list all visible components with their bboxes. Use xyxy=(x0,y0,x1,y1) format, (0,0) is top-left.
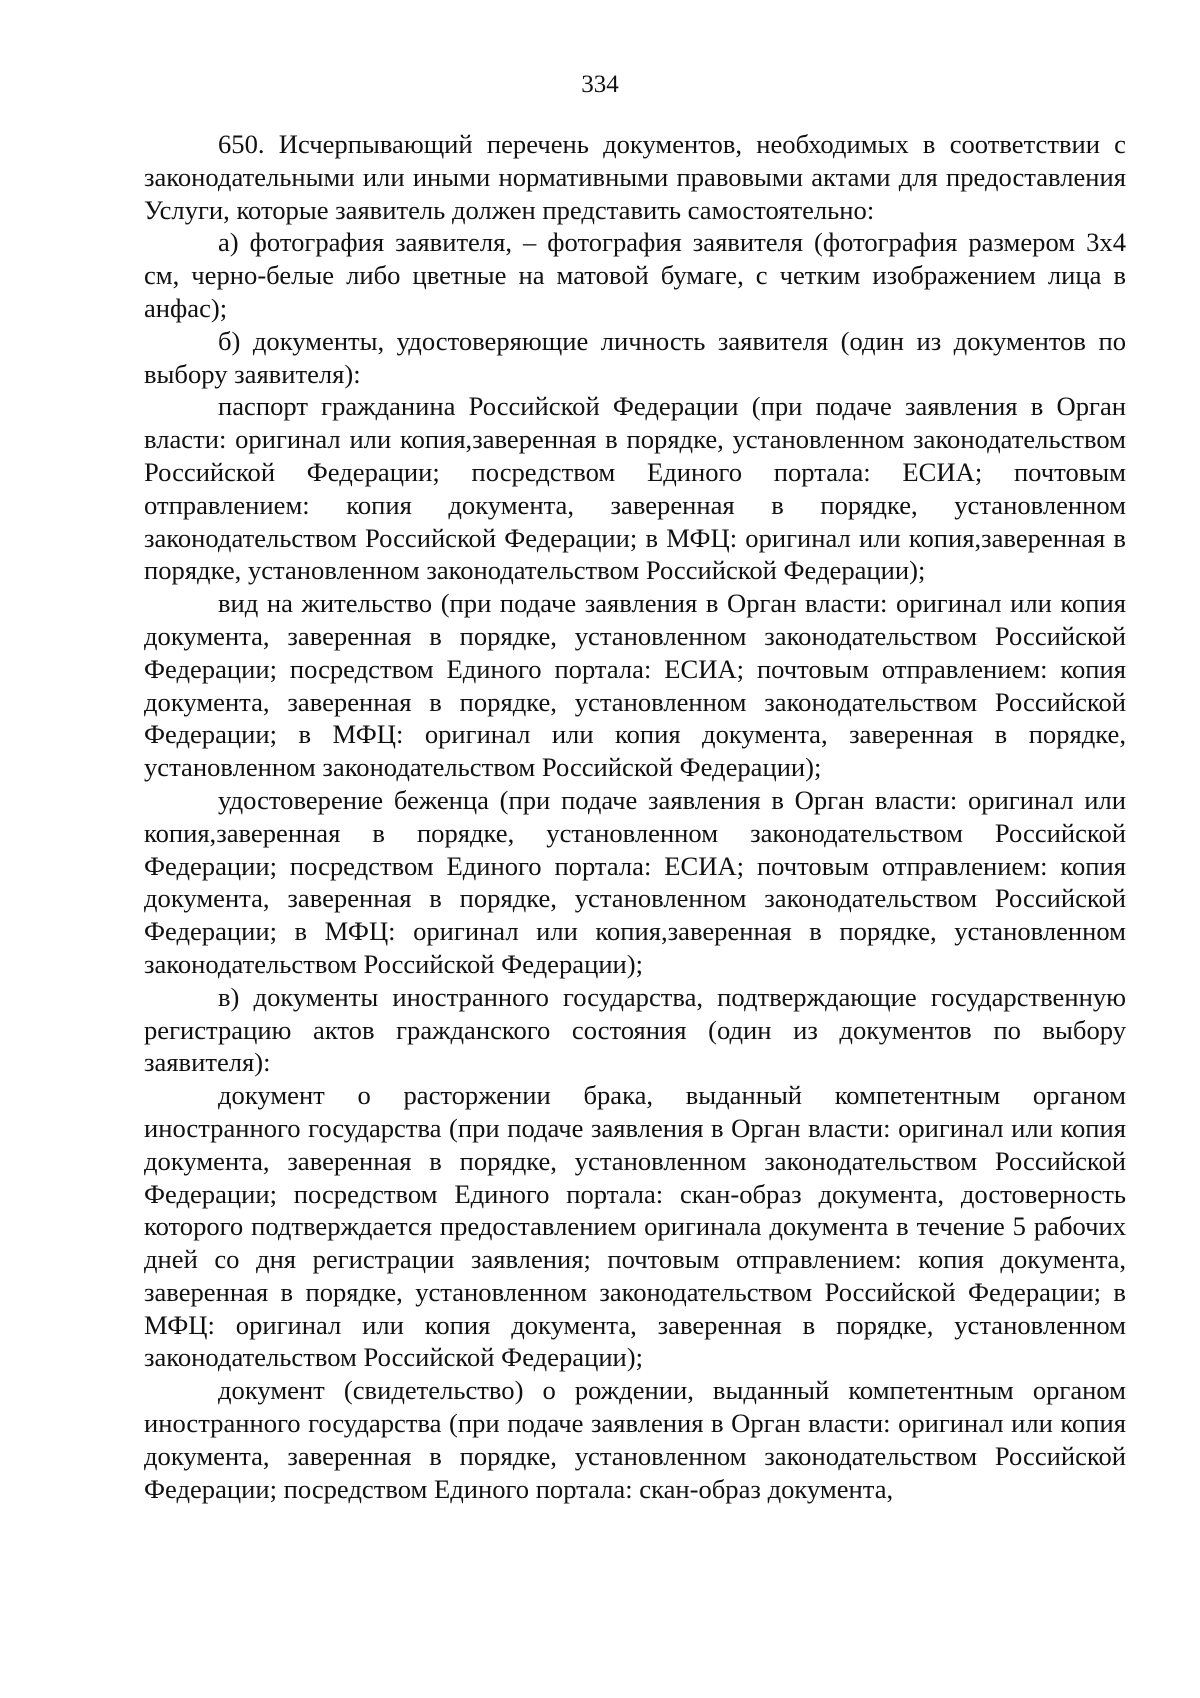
paragraph-650-intro: 650. Исчерпывающий перечень документов, необходимых в соответствии с законодательными или иными нормативными правовыми актами для предоставления Услуги, которые заявитель должен представить самостоятельно: xyxy=(144,129,1126,225)
paragraph-item-b-identity: б) документы, удостоверяющие личность заявителя (один из документов по выбору заявителя): xyxy=(144,325,1126,389)
paragraph-residence-permit: вид на жительство (при подаче заявления в Орган власти: оригинал или копия документа, заверенная в порядке, установленном законодательством Российской Федерации; посредством Единого портала: ЕСИА; почтовым отправлением: копия документа, заверенная в порядке, установленном законодательством Российской Федерации; в МФЦ: оригинал или копия документа, заверенная в порядке, установленном законодательством Российской Федерации); xyxy=(144,588,1126,783)
paragraph-birth-certificate: документ (свидетельство) о рождении, выданный компетентным органом иностранного государства (при подаче заявления в Орган власти: оригинал или копия документа, заверенная в порядке, установленном законодательством Российской Федерации; посредством Единого портала: скан-образ документа, xyxy=(144,1375,1126,1504)
paragraph-passport: паспорт гражданина Российской Федерации (при подаче заявления в Орган власти: оригинал или копия,заверенная в порядке, установленном законодательством Российской Федерации; посредством Единого портала: ЕСИА; почтовым отправлением: копия документа, заверенная в порядке, установленном законодательством Российской Федерации; в МФЦ: оригинал или копия,заверенная в порядке, установленном законодательством Российской Федерации); xyxy=(144,391,1126,586)
paragraph-item-a-photo: а) фотография заявителя, – фотография заявителя (фотография размером 3х4 см, черно-белые либо цветные на матовой бумаге, с четким изображением лица в анфас); xyxy=(144,227,1126,323)
page-number: 334 xyxy=(581,71,619,98)
paragraph-divorce-document: документ о расторжении брака, выданный компетентным органом иностранного государства (при подаче заявления в Орган власти: оригинал или копия документа, заверенная в порядке, установленном законодательством Российской Федерации; посредством Единого портала: скан-образ документа, достоверность которого подтверждается предоставлением оригинала документа в течение 5 рабочих дней со дня регистрации заявления; почтовым отправлением: копия документа, заверенная в порядке, установленном законодательством Российской Федерации; в МФЦ: оригинал или копия документа, заверенная в порядке, установленном законодательством Российской Федерации); xyxy=(144,1080,1126,1373)
paragraph-item-c-foreign-docs: в) документы иностранного государства, подтверждающие государственную регистрацию актов гражданского состояния (один из документов по выбору заявителя): xyxy=(144,981,1126,1078)
paragraph-refugee-certificate: удостоверение беженца (при подаче заявления в Орган власти: оригинал или копия,заверенная в порядке, установленном законодательством Российской Федерации; посредством Единого портала: ЕСИА; почтовым отправлением: копия документа, заверенная в порядке, установленном законодательством Российской Федерации; в МФЦ: оригинал или копия,заверенная в порядке, установленном законодательством Российской Федерации); xyxy=(144,784,1126,979)
document-body xyxy=(144,128,1126,1505)
